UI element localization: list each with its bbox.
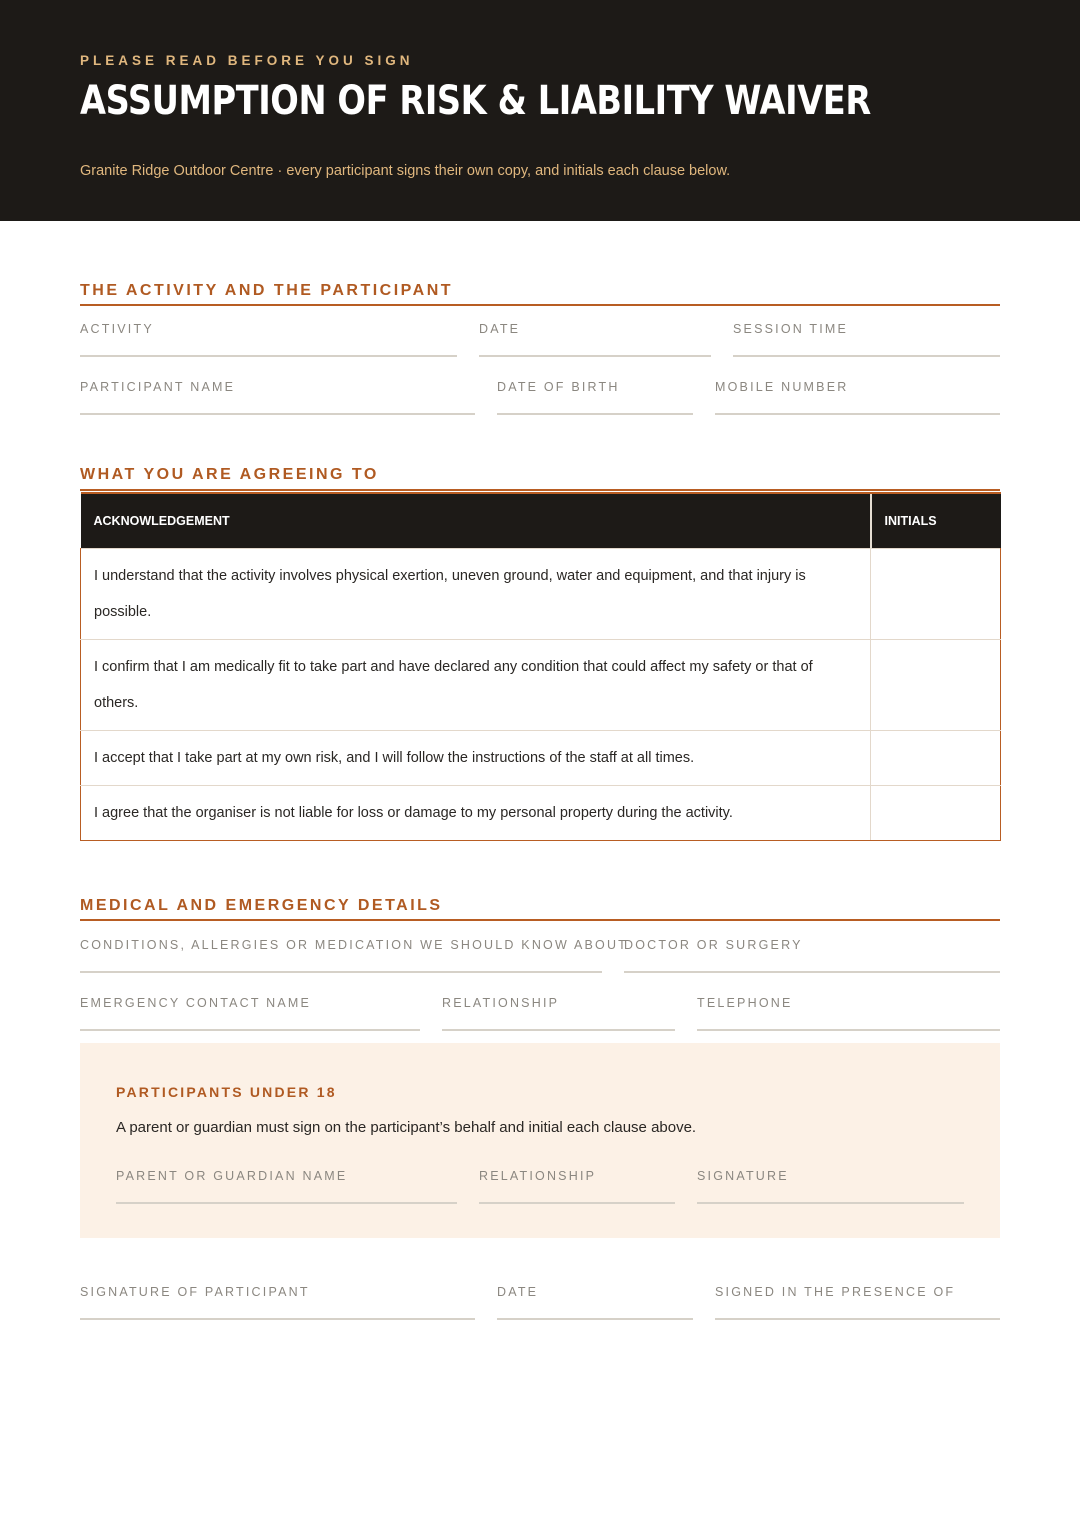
under-18-heading: PARTICIPANTS UNDER 18 <box>116 1084 337 1100</box>
table-row <box>81 548 1001 639</box>
field-label: MOBILE NUMBER <box>715 380 849 394</box>
signature-date-field[interactable] <box>497 1284 693 1320</box>
table-row <box>81 730 1001 785</box>
clause-text: I understand that the activity involves physical exertion, uneven ground, water and equipment, and that injury is possible. <box>81 548 871 639</box>
table-row <box>81 639 1001 730</box>
activity-date-field[interactable] <box>479 321 711 357</box>
table-header-row <box>81 493 1001 548</box>
under-18-instructions: A parent or guardian must sign on the participant’s behalf and initial each clause above. <box>116 1119 697 1136</box>
initials-field[interactable] <box>871 730 1001 785</box>
medical-conditions-field[interactable] <box>80 937 629 973</box>
field-label: SIGNATURE OF PARTICIPANT <box>80 1285 310 1299</box>
field-label: CONDITIONS, ALLERGIES OR MEDICATION WE SHOULD KNOW ABOUT <box>80 938 629 952</box>
section-divider <box>80 919 1000 921</box>
guardian-name-field[interactable] <box>116 1168 457 1204</box>
field-label: SIGNATURE <box>697 1169 789 1183</box>
field-label: PARTICIPANT NAME <box>80 380 236 394</box>
initials-column-header: INITIALS <box>871 493 1001 548</box>
field-label: DOCTOR OR SURGERY <box>624 938 803 952</box>
field-label: DATE <box>479 322 521 336</box>
header-kicker: PLEASE READ BEFORE YOU SIGN <box>80 53 414 68</box>
mobile-number-field[interactable] <box>715 379 1000 415</box>
guardian-signature-field[interactable] <box>697 1168 964 1204</box>
guardian-relationship-field[interactable] <box>479 1168 675 1204</box>
section-divider <box>80 304 1000 306</box>
acknowledgement-table <box>80 492 1001 841</box>
field-label: TELEPHONE <box>697 996 793 1010</box>
date-of-birth-field[interactable] <box>497 379 693 415</box>
field-label: SESSION TIME <box>733 322 849 336</box>
table-row <box>81 785 1001 840</box>
field-label: RELATIONSHIP <box>442 996 560 1010</box>
field-label: ACTIVITY <box>80 322 154 336</box>
session-time-field[interactable] <box>733 321 1000 357</box>
activity-field[interactable] <box>80 321 457 357</box>
emergency-relationship-field[interactable] <box>442 995 675 1031</box>
acknowledgement-column-header: ACKNOWLEDGEMENT <box>81 493 871 548</box>
doctor-field[interactable] <box>624 937 1000 973</box>
page-header <box>0 0 1080 221</box>
field-label: EMERGENCY CONTACT NAME <box>80 996 312 1010</box>
initials-field[interactable] <box>871 785 1001 840</box>
section-heading-agreement: WHAT YOU ARE AGREEING TO <box>80 466 379 483</box>
field-label: SIGNED IN THE PRESENCE OF <box>715 1285 956 1299</box>
emergency-telephone-field[interactable] <box>697 995 1000 1031</box>
clause-text: I agree that the organiser is not liable for loss or damage to my personal property during the activity. <box>81 785 871 840</box>
section-divider <box>80 489 1000 491</box>
participant-signature-field[interactable] <box>80 1284 475 1320</box>
witness-field[interactable] <box>715 1284 1000 1320</box>
section-heading-activity: THE ACTIVITY AND THE PARTICIPANT <box>80 282 454 299</box>
field-label: DATE OF BIRTH <box>497 380 620 394</box>
field-label: DATE <box>497 1285 539 1299</box>
initials-field[interactable] <box>871 548 1001 639</box>
under-18-panel <box>80 1043 1000 1238</box>
field-label: RELATIONSHIP <box>479 1169 597 1183</box>
clause-text: I accept that I take part at my own risk, and I will follow the instructions of the staff at all times. <box>81 730 871 785</box>
page-title: ASSUMPTION OF RISK & LIABILITY WAIVER <box>80 78 871 124</box>
emergency-contact-field[interactable] <box>80 995 420 1031</box>
field-label: PARENT OR GUARDIAN NAME <box>116 1169 348 1183</box>
section-heading-medical: MEDICAL AND EMERGENCY DETAILS <box>80 897 443 914</box>
header-subtitle: Granite Ridge Outdoor Centre · every participant signs their own copy, and initials each clause below. <box>80 163 731 179</box>
participant-name-field[interactable] <box>80 379 475 415</box>
clause-text: I confirm that I am medically fit to take part and have declared any condition that could affect my safety or that of others. <box>81 639 871 730</box>
initials-field[interactable] <box>871 639 1001 730</box>
